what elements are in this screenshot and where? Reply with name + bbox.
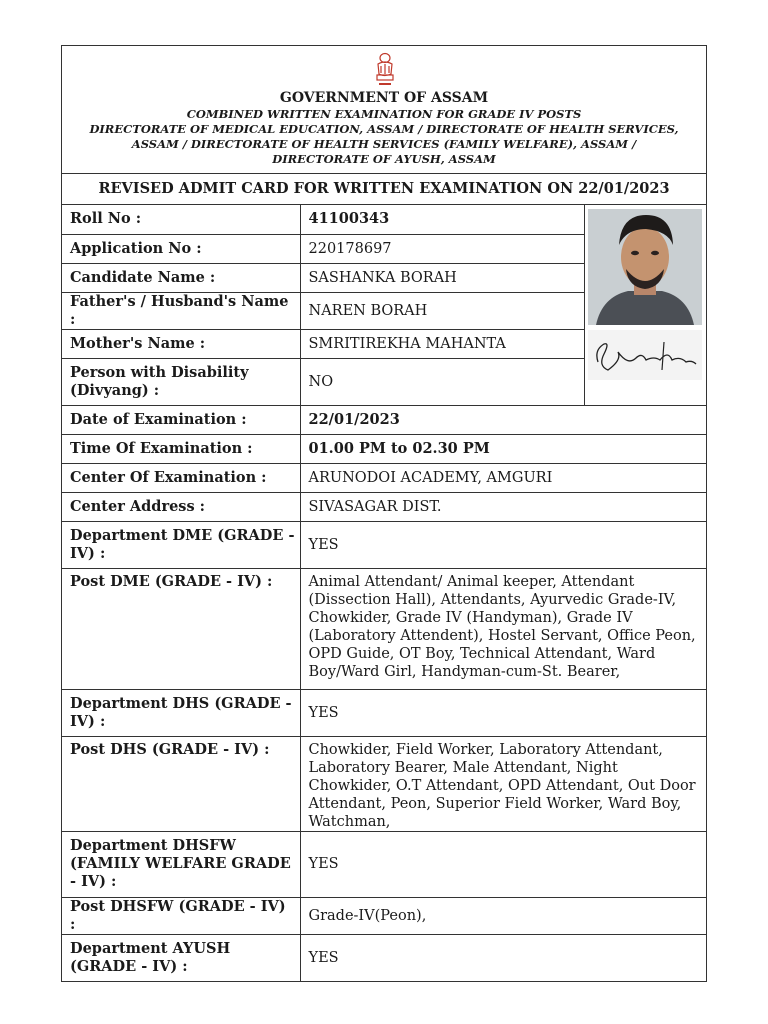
post-dhs-label: Post DHS (GRADE - IV) : xyxy=(62,736,300,831)
table-row xyxy=(62,521,706,568)
admit-card-title: REVISED ADMIT CARD FOR WRITTEN EXAMINATION ON 22/01/2023 xyxy=(62,174,706,205)
admit-card xyxy=(61,45,707,982)
dept-dhs-label: Department DHS (GRADE - IV) : xyxy=(62,689,300,736)
directorate-line-3: DIRECTORATE OF AYUSH, ASSAM xyxy=(272,152,496,166)
dept-dhsfw-value: YES xyxy=(300,831,706,897)
pwd-label: Person with Disability (Divyang) : xyxy=(62,358,300,405)
directorate-line-2: ASSAM / DIRECTORATE OF HEALTH SERVICES (FAMILY WELFARE), ASSAM / xyxy=(131,137,637,151)
table-row xyxy=(62,492,706,521)
dept-dhs-value: YES xyxy=(300,689,706,736)
center-value: ARUNODOI ACADEMY, AMGURI xyxy=(300,463,706,492)
dept-dme-label: Department DME (GRADE - IV) : xyxy=(62,521,300,568)
father-name-value: NAREN BORAH xyxy=(300,292,584,329)
exam-date-label: Date of Examination : xyxy=(62,405,300,434)
dept-ayush-label: Department AYUSH (GRADE - IV) : xyxy=(62,934,300,981)
table-row xyxy=(62,434,706,463)
table-row xyxy=(62,463,706,492)
application-no-value: 220178697 xyxy=(300,234,584,263)
application-no-label: Application No : xyxy=(62,234,300,263)
roll-no-label: Roll No : xyxy=(62,205,300,234)
candidate-details-table xyxy=(62,205,706,981)
table-row xyxy=(62,205,706,234)
table-row xyxy=(62,405,706,434)
dept-ayush-value: YES xyxy=(300,934,706,981)
post-dhsfw-label: Post DHSFW (GRADE - IV) : xyxy=(62,897,300,934)
directorate-line-1: DIRECTORATE OF MEDICAL EDUCATION, ASSAM / DIRECTORATE OF HEALTH SERVICES, xyxy=(89,122,679,136)
candidate-photo xyxy=(588,209,702,325)
exam-subtitle: COMBINED WRITTEN EXAMINATION FOR GRADE IV POSTS xyxy=(186,107,582,121)
candidate-name-label: Candidate Name : xyxy=(62,263,300,292)
table-row xyxy=(62,897,706,934)
government-title: GOVERNMENT OF ASSAM xyxy=(279,90,489,106)
state-emblem-icon xyxy=(372,52,398,88)
dept-dhsfw-label: Department DHSFW (FAMILY WELFARE GRADE - IV) : xyxy=(62,831,300,897)
table-row xyxy=(62,831,706,897)
post-dme-label: Post DME (GRADE - IV) : xyxy=(62,568,300,689)
center-label: Center Of Examination : xyxy=(62,463,300,492)
post-dhs-value: Chowkider, Field Worker, Laboratory Attendant, Laboratory Bearer, Male Attendant, Night Chowkider, O.T Attendant, OPD Attendant, Out Door Attendant, Peon, Superior Field Worker, Ward Boy, Watchman, xyxy=(300,736,706,831)
mother-name-value: SMRITIREKHA MAHANTA xyxy=(300,329,584,358)
table-row xyxy=(62,934,706,981)
table-row xyxy=(62,736,706,831)
post-dhsfw-value: Grade-IV(Peon), xyxy=(300,897,706,934)
candidate-name-value: SASHANKA BORAH xyxy=(300,263,584,292)
candidate-signature xyxy=(588,330,702,380)
photo-cell xyxy=(584,205,706,405)
exam-date-value: 22/01/2023 xyxy=(300,405,706,434)
pwd-value: NO xyxy=(300,358,584,405)
center-address-label: Center Address : xyxy=(62,492,300,521)
table-row xyxy=(62,689,706,736)
exam-time-label: Time Of Examination : xyxy=(62,434,300,463)
roll-no-value: 41100343 xyxy=(300,205,584,234)
mother-name-label: Mother's Name : xyxy=(62,329,300,358)
post-dme-value: Animal Attendant/ Animal keeper, Attendant (Dissection Hall), Attendants, Ayurvedic Grade-IV, Chowkider, Grade IV (Handyman), Grade IV (Laboratory Attendent), Hostel Servant, Office Peon, OPD Guide, OT Boy, Technical Attendant, Ward Boy/Ward Girl, Handyman-cum-St. Bearer, xyxy=(300,568,706,689)
exam-time-value: 01.00 PM to 02.30 PM xyxy=(300,434,706,463)
card-header xyxy=(62,46,706,174)
dept-dme-value: YES xyxy=(300,521,706,568)
father-name-label: Father's / Husband's Name : xyxy=(62,292,300,329)
center-address-value: SIVASAGAR DIST. xyxy=(300,492,706,521)
table-row xyxy=(62,568,706,689)
